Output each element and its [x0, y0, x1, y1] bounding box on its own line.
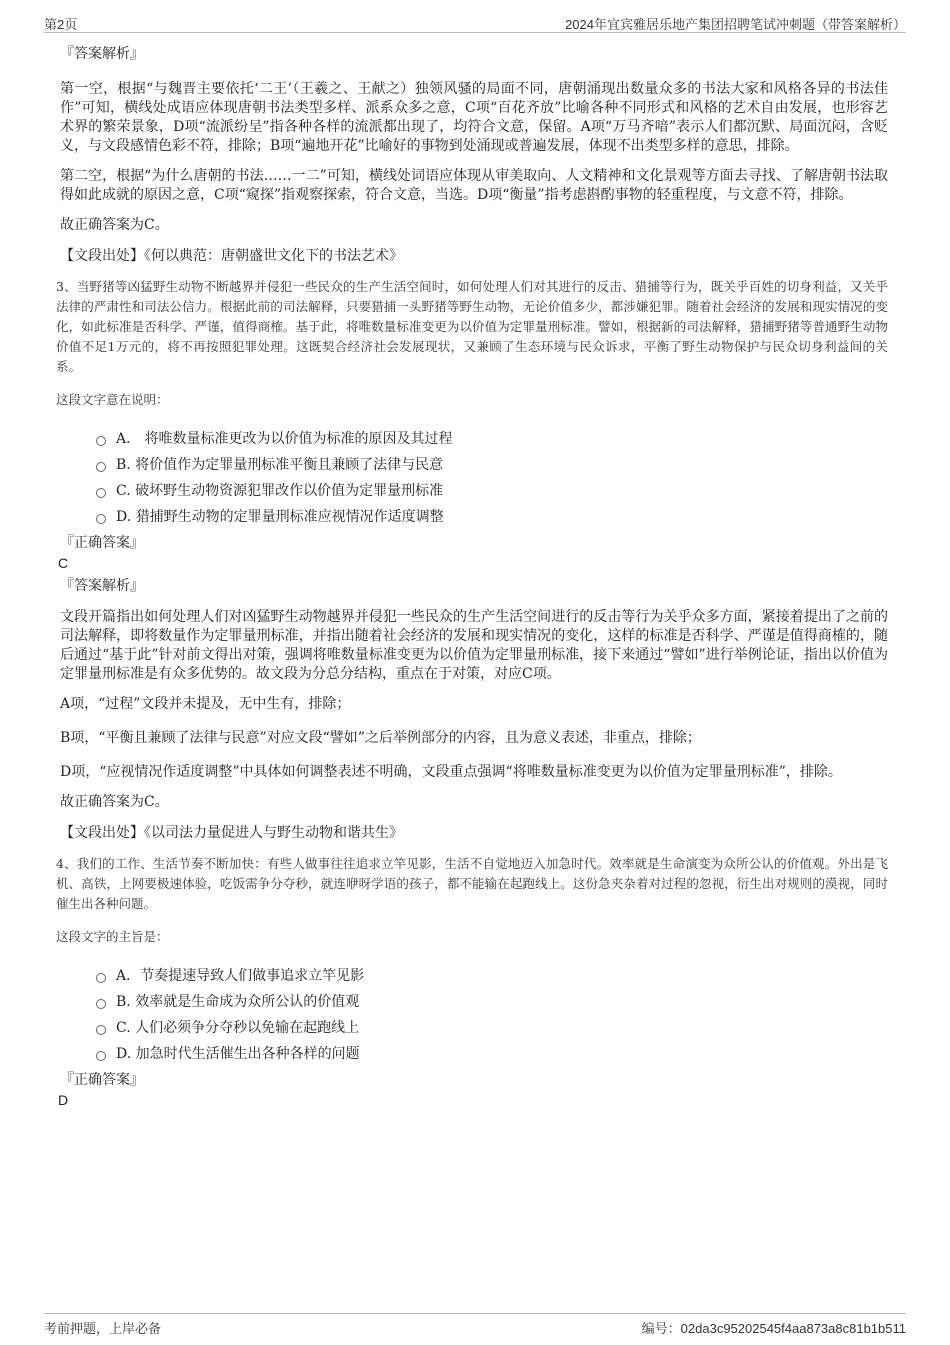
footer-slogan: 考前押题，上岸必备 [44, 1321, 162, 1336]
option-c[interactable] [96, 1015, 888, 1041]
correct-answer-label: 『正确答案』 [60, 535, 144, 551]
option-label: B. 效率就是生命成为众所公认的价值观 [116, 994, 360, 1010]
question-prompt: 这段文字意在说明： [56, 392, 169, 407]
radio-button[interactable] [96, 973, 106, 983]
correct-answer-label: 『正确答案』 [60, 1072, 144, 1088]
conclusion-text: 故正确答案为C。 [60, 217, 169, 233]
page-header [44, 12, 906, 33]
option-b[interactable] [96, 452, 888, 478]
analysis-paragraph: D项，“应视情况作适度调整”中具体如何调整表述不明确，文段重点强调“将唯数量标准变更为以价值为定罪量刑标准”，排除。 [60, 764, 842, 780]
radio-button[interactable] [96, 1025, 106, 1035]
source-citation: 【文段出处】《何以典范：唐朝盛世文化下的书法艺术》 [60, 248, 403, 264]
option-label: D. 加急时代生活催生出各种各样的问题 [116, 1046, 360, 1062]
analysis-paragraph: 第二空，根据“为什么唐朝的书法……一二”可知，横线处词语应体现从审美取向、人文精神和文化景观等方面去寻找、了解唐朝书法取得如此成就的原因之意，C项“窥探”指观察探索，符合文意，当选。D项“衡量”指考虑斟酌事物的轻重程度，与文意不符，排除。 [60, 168, 888, 203]
options-list [96, 963, 888, 1067]
option-label: B. 将价值作为定罪量刑标准平衡且兼顾了法律与民意 [116, 457, 444, 473]
analysis-paragraph: B项，“平衡且兼顾了法律与民意”对应文段“譬如”之后举例部分的内容，且为意义表述，非重点，排除； [60, 730, 701, 746]
analysis-paragraph: 文段开篇指出如何处理人们对凶猛野生动物越界并侵犯一些民众的生产生活空间进行的反击等行为关乎众多方面，紧接着提出了之前的司法解释，即将数量作为定罪量刑标准，并指出随着社会经济的发展和现实情况的变化，这样的标准是否科学、严谨是值得商榷的，随后通过“基于此”针对前文得出对策，强调将唯数量标准变更为以价值为定罪量刑标准，接下来通过“譬如”进行举例论证，指出以价值为定罪量刑标准是有众多优势的。故文段为分总分结构，重点在于对策，对应C项。 [60, 609, 888, 682]
conclusion-text: 故正确答案为C。 [60, 794, 169, 810]
option-label: A．节奏提速导致人们做事追求立竿见影 [116, 968, 365, 984]
document-code: 编号：02da3c95202545f4aa873a8c81b1b511 [641, 1321, 906, 1336]
analysis-paragraph: 第一空，根据“与魏晋主要依托‘二王’（王羲之、王献之）独领风骚的局面不同，唐朝涌现出数量众多的书法大家和风格各异的书法佳作”可知，横线处成语应体现唐朝书法类型多样、派系众多之意，C项“百花齐放”比喻各种不同形式和风格的艺术自由发展，也形容艺术界的繁荣景象，D项“流派纷呈”指各种各样的流派都出现了，均符合文意，保留。A项“万马齐喑”表示人们都沉默、局面沉闷，含贬义，与文段感情色彩不符，排除；B项“遍地开花”比喻好的事物到处涌现或普遍发展，体现不出类型多样的意思，排除。 [60, 81, 888, 154]
correct-answer: C [58, 555, 69, 571]
radio-button[interactable] [96, 1051, 106, 1061]
analysis-label: 『答案解析』 [60, 578, 144, 594]
option-d[interactable] [96, 504, 888, 530]
question-text: 4、我们的工作、生活节奏不断加快：有些人做事往往追求立竿见影，生活不自觉地迈入加急时代。效率就是生命演变为众所公认的价值观。外出是飞机、高铁，上网要极速体验，吃饭需争分夺秒，就连咿呀学语的孩子，都不能输在起跑线上。这份急夹杂着对过程的忽视，衍生出对规则的漠视，同时催生出各种问题。 [56, 856, 888, 911]
option-label: C. 破坏野生动物资源犯罪改作以价值为定罪量刑标准 [116, 483, 444, 499]
options-list [96, 426, 888, 530]
option-label: D. 猎捕野生动物的定罪量刑标准应视情况作适度调整 [116, 509, 444, 525]
radio-button[interactable] [96, 436, 106, 446]
option-a[interactable] [96, 426, 888, 452]
option-d[interactable] [96, 1041, 888, 1067]
option-a[interactable] [96, 963, 888, 989]
radio-button[interactable] [96, 462, 106, 472]
page-footer [44, 1313, 906, 1336]
page-content [56, 44, 888, 1113]
radio-button[interactable] [96, 488, 106, 498]
source-citation: 【文段出处】《以司法力量促进人与野生动物和谐共生》 [60, 825, 403, 841]
question-text: 3、当野猪等凶猛野生动物不断越界并侵犯一些民众的生产生活空间时，如何处理人们对其进行的反击、猎捕等行为，既关乎百姓的切身利益，又关乎法律的严肃性和司法公信力。根据此前的司法解释，只要猎捕一头野猪等野生动物，无论价值多少，都涉嫌犯罪。随着社会经济的发展和现实情况的变化，如此标准是否科学、严谨，值得商榷。基于此，将唯数量标准变更为以价值为定罪量刑标准。譬如，根据新的司法解释，猎捕野猪等普通野生动物价值不足1万元的，将不再按照犯罪处理。这既契合经济社会发展现状，又兼顾了生态环境与民众诉求，平衡了野生动物保护与民众切身利益间的关系。 [56, 279, 888, 374]
document-title: 2024年宜宾雅居乐地产集团招聘笔试冲刺题（带答案解析） [565, 17, 906, 32]
option-label: A． 将唯数量标准更改为以价值为标准的原因及其过程 [116, 431, 453, 447]
analysis-paragraph: A项，“过程”文段并未提及，无中生有，排除； [60, 696, 351, 712]
option-b[interactable] [96, 989, 888, 1015]
question-prompt: 这段文字的主旨是： [56, 929, 169, 944]
radio-button[interactable] [96, 999, 106, 1009]
page-number: 第2页 [44, 17, 78, 32]
analysis-label: 『答案解析』 [60, 46, 144, 62]
radio-button[interactable] [96, 514, 106, 524]
correct-answer: D [58, 1092, 69, 1108]
option-label: C. 人们必须争分夺秒以免输在起跑线上 [116, 1020, 360, 1036]
option-c[interactable] [96, 478, 888, 504]
